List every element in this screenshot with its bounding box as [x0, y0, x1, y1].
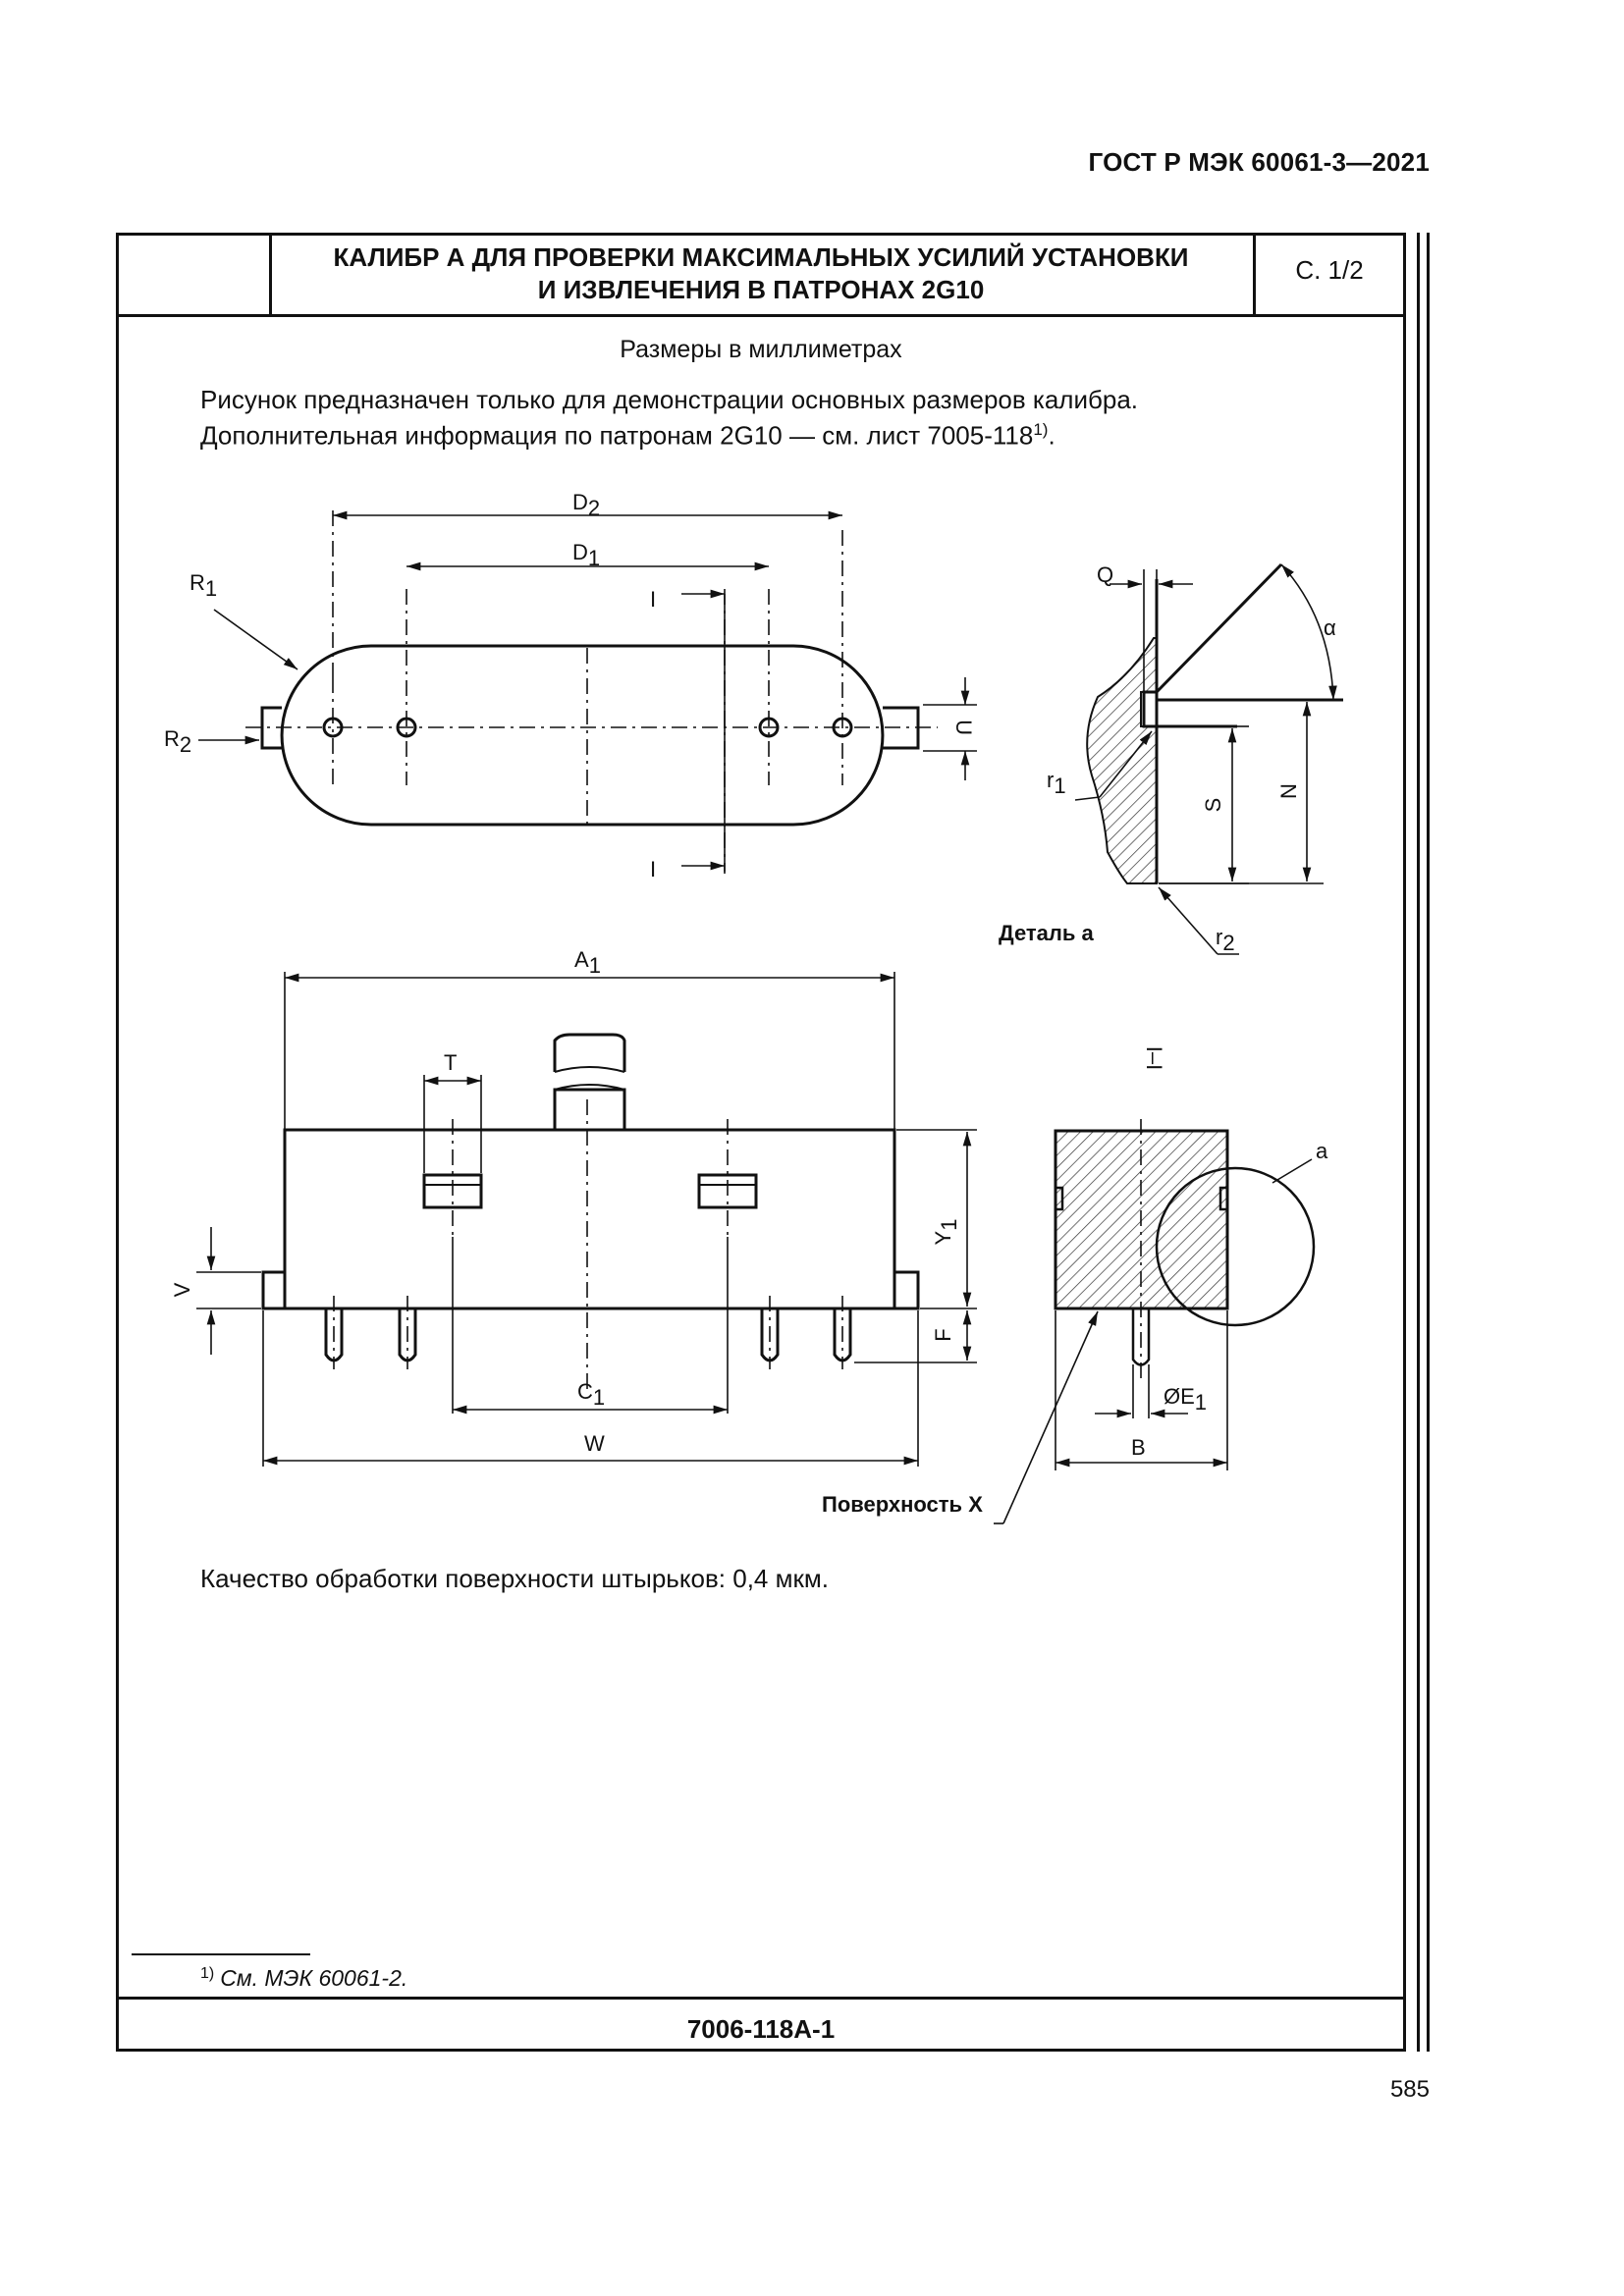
detail-a	[999, 562, 1343, 955]
footnote-marker: 1)	[200, 1965, 215, 1982]
side-step-right	[894, 1272, 918, 1308]
sheet-code: 7006-118A-1	[686, 2014, 836, 2044]
label-e1: ØE1	[1164, 1384, 1208, 1415]
surface-quality-note: Качество обработки поверхности штырьков: 0,4 мкм.	[200, 1564, 829, 1593]
side-handle-lower	[555, 1090, 624, 1130]
label-v: V	[170, 1282, 194, 1298]
label-a-callout: a	[1316, 1139, 1328, 1163]
label-u: U	[951, 720, 976, 735]
top-view	[262, 646, 918, 825]
footnote-rule	[132, 1953, 310, 1955]
side-view	[263, 1035, 918, 1361]
label-w: W	[584, 1431, 605, 1456]
side-step-left	[263, 1272, 285, 1308]
label-b: B	[1131, 1435, 1146, 1460]
footnote-text: См. МЭК 60061-2.	[220, 1965, 408, 1991]
label-a1: A1	[574, 947, 601, 978]
label-section-i-i: I–I	[1142, 1045, 1166, 1071]
label-c1: C1	[577, 1379, 606, 1410]
label-section-top: I	[650, 587, 657, 612]
label-d1: D1	[572, 540, 601, 570]
label-r2: R2	[164, 726, 192, 757]
label-section-bottom: I	[650, 857, 657, 881]
label-s: S	[1201, 797, 1225, 813]
label-y1: Y1	[931, 1218, 961, 1246]
label-r1-small: r1	[1047, 768, 1066, 798]
top-view-labels	[164, 490, 976, 881]
sheet-indicator: С. 1/2	[1295, 255, 1364, 285]
footnote-ref[interactable]: 1)	[1033, 420, 1049, 439]
units-note: Размеры в миллиметрах	[620, 336, 902, 363]
label-surface-x: Поверхность X	[822, 1492, 983, 1517]
side-view-centerlines	[334, 1099, 842, 1394]
label-alpha: α	[1324, 615, 1336, 640]
label-n: N	[1276, 783, 1301, 799]
section-view	[822, 1046, 1328, 1523]
intro-text: Дополнительная информация по патронам 2G10 — см. лист 7005-118	[200, 420, 1034, 451]
label-f: F	[931, 1328, 955, 1342]
page-number: 585	[1389, 2076, 1430, 2103]
detail-a-caption: Деталь а	[999, 921, 1094, 945]
intro-line: Рисунок предназначен только для демонстрации основных размеров калибра.	[200, 385, 1139, 414]
label-r2-small: r2	[1216, 925, 1235, 955]
label-r1: R1	[189, 570, 218, 601]
label-d2: D2	[572, 490, 601, 520]
label-t: T	[444, 1050, 458, 1075]
standard-number: ГОСТ Р МЭК 60061-3—2021	[1088, 147, 1430, 177]
side-view-labels	[170, 947, 961, 1456]
footnote	[200, 1965, 407, 1992]
title-line: И ИЗВЛЕЧЕНИЯ В ПАТРОНАХ 2G10	[537, 275, 985, 304]
gauge-body-side-view	[285, 1130, 894, 1308]
title-line: КАЛИБР А ДЛЯ ПРОВЕРКИ МАКСИМАЛЬНЫХ УСИЛИЙ УСТАНОВКИ	[333, 242, 1189, 272]
intro-text: .	[1048, 420, 1056, 451]
label-q: Q	[1097, 562, 1114, 587]
gauge-body-top-view	[282, 646, 883, 825]
